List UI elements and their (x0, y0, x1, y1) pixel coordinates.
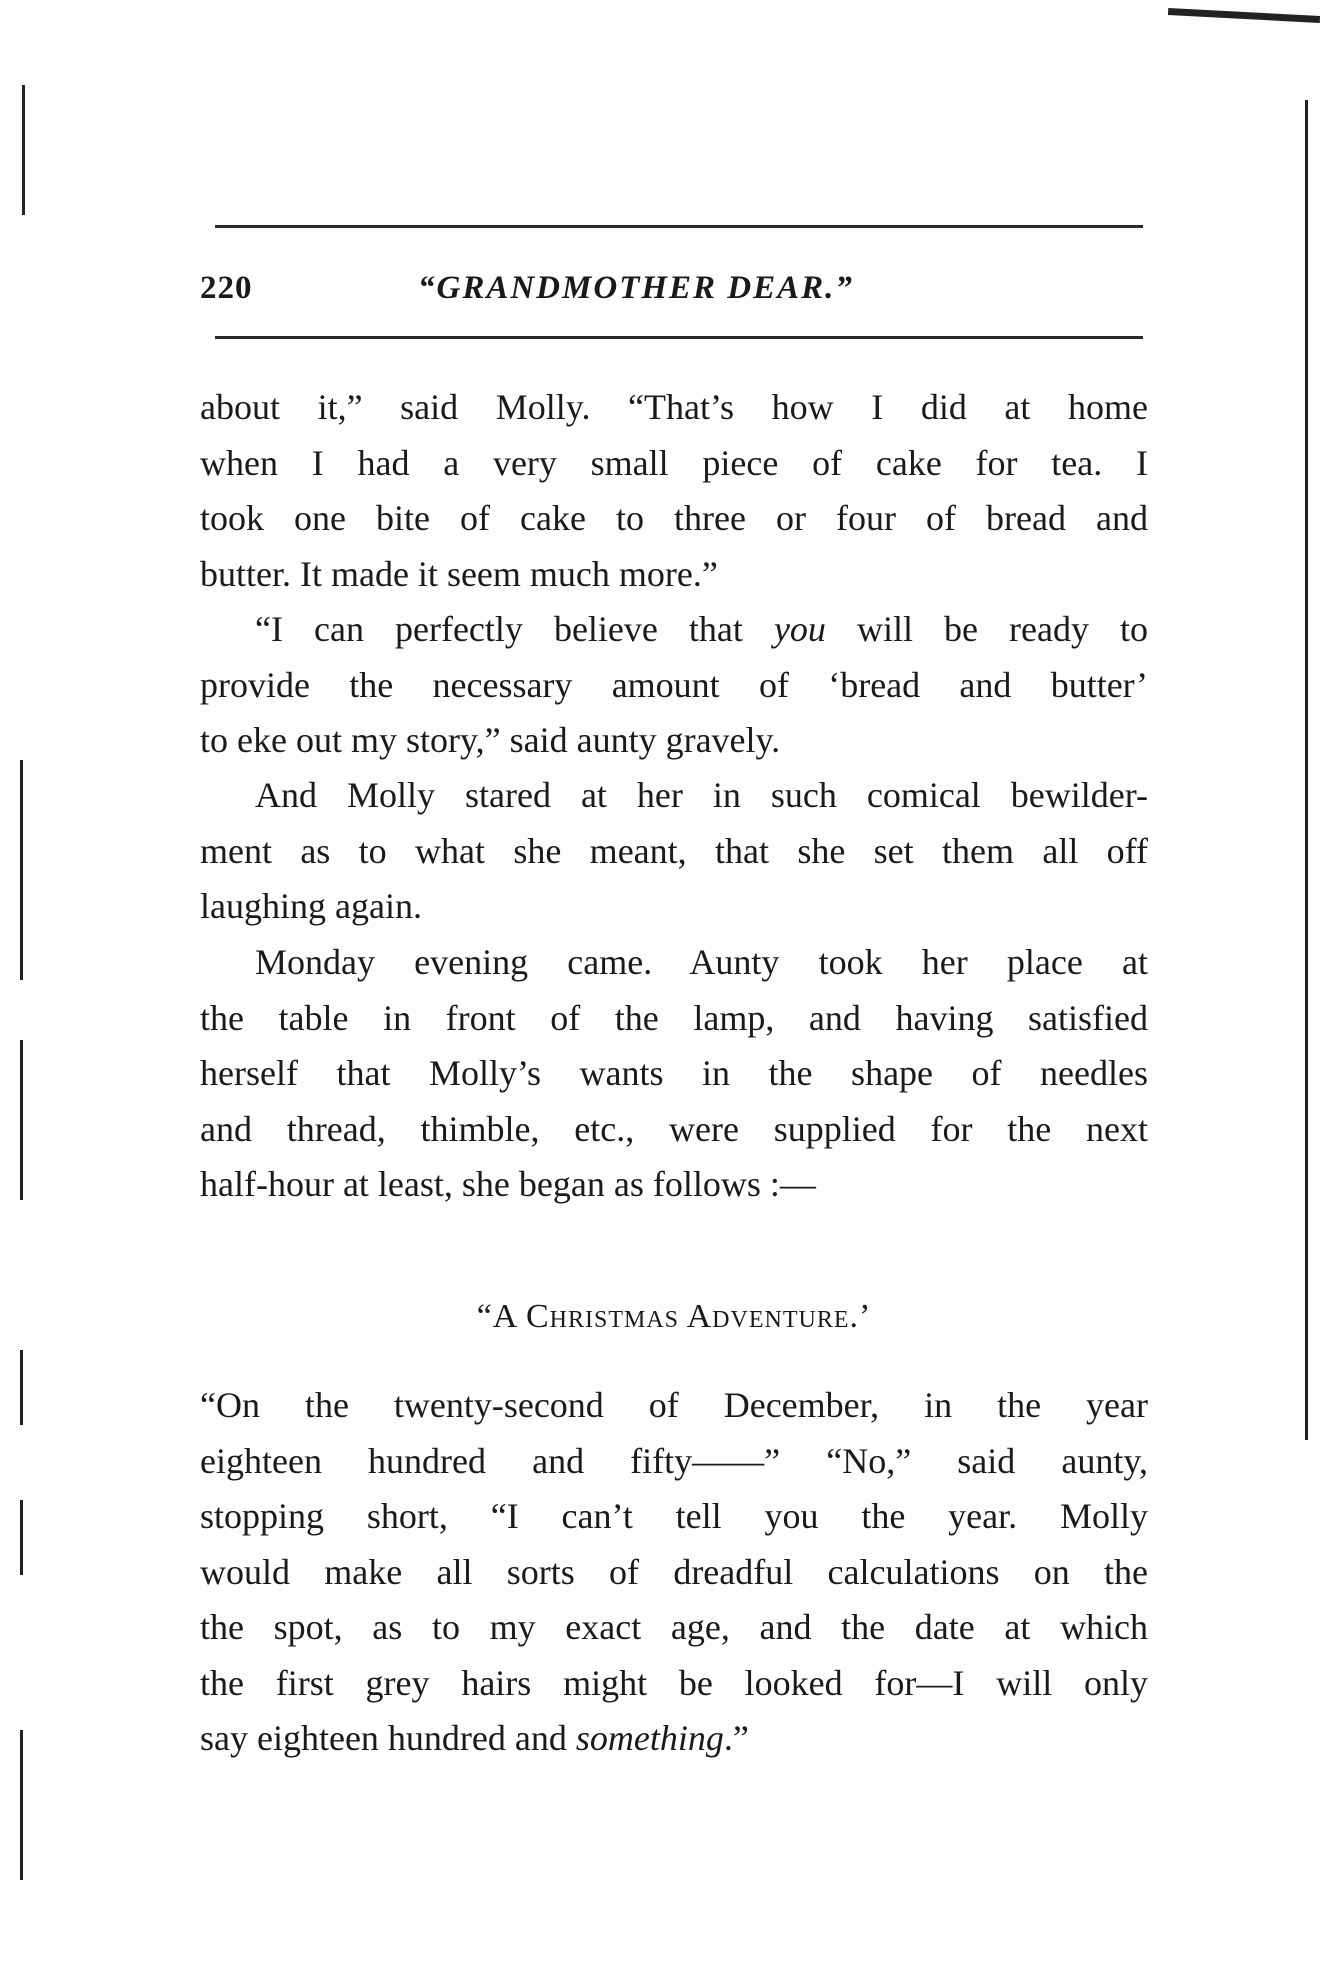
text-line: to eke out my story,” said aunty gravely. (200, 720, 781, 760)
paragraph (200, 768, 1148, 935)
header-rule-top (215, 225, 1143, 228)
text-line: stopping short, “I can’t tell you the year. Molly (200, 1496, 1148, 1536)
text-segment: say eighteen hundred and (200, 1718, 576, 1758)
page-number: 220 (200, 270, 253, 306)
text-segment: “I can perfectly believe that (255, 609, 774, 649)
section-title: “A Christmas Adventure.’ (476, 1298, 872, 1335)
text-line: Monday evening came. Aunty took her place at (255, 942, 1148, 982)
text-line: herself that Molly’s wants in the shape of needles (200, 1053, 1148, 1093)
emphasis-text: you (773, 609, 826, 649)
text-line: when I had a very small piece of cake for tea. I (200, 442, 1148, 483)
text-line: provide the necessary amount of ‘bread and butter’ (200, 664, 1148, 705)
paragraph (200, 935, 1148, 1213)
running-title: “GRANDMOTHER DEAR.” (418, 270, 854, 306)
scan-edge-mark (22, 85, 25, 215)
text-line: the first grey hairs might be looked for—I will only (200, 1662, 1148, 1703)
scan-edge-mark (20, 1500, 23, 1575)
text-line: took one bite of cake to three or four of bread and (200, 498, 1148, 538)
text-line: And Molly stared at her in such comical bewilder- (255, 775, 1148, 815)
text-line: would make all sorts of dreadful calculations on the (200, 1551, 1148, 1592)
text-line: the table in front of the lamp, and having satisfied (200, 997, 1148, 1038)
scan-edge-mark (20, 1350, 23, 1425)
scan-edge-mark (20, 1040, 23, 1200)
text-line: eighteen hundred and fifty——” “No,” said aunty, (200, 1440, 1148, 1481)
scan-edge-mark (1305, 100, 1308, 1440)
text-line: the spot, as to my exact age, and the date at which (200, 1607, 1148, 1647)
page-header (200, 266, 1143, 316)
paragraph (200, 1378, 1148, 1767)
text-line: about it,” said Molly. “That’s how I did at home (200, 387, 1148, 427)
text-segment: .” (723, 1718, 749, 1758)
scan-edge-mark (20, 1730, 23, 1880)
text-line: and thread, thimble, etc., were supplied for the next (200, 1108, 1148, 1149)
header-rule-bottom (215, 336, 1143, 339)
text-line (200, 1711, 1148, 1767)
text-line: butter. It made it seem much more.” (200, 553, 718, 594)
scan-edge-mark (20, 760, 23, 980)
paragraph (200, 380, 1148, 602)
text-line: “On the twenty-second of December, in the year (200, 1385, 1148, 1425)
text-line: half-hour at least, she began as follows :— (200, 1164, 816, 1204)
paragraph (200, 602, 1148, 769)
text-line: ment as to what she meant, that she set them all off (200, 830, 1148, 871)
text-line (200, 602, 1148, 658)
scan-edge-mark (1168, 8, 1320, 23)
text-line: laughing again. (200, 886, 422, 926)
emphasis-text: something (575, 1718, 724, 1758)
text-segment: will be ready to (825, 609, 1148, 649)
